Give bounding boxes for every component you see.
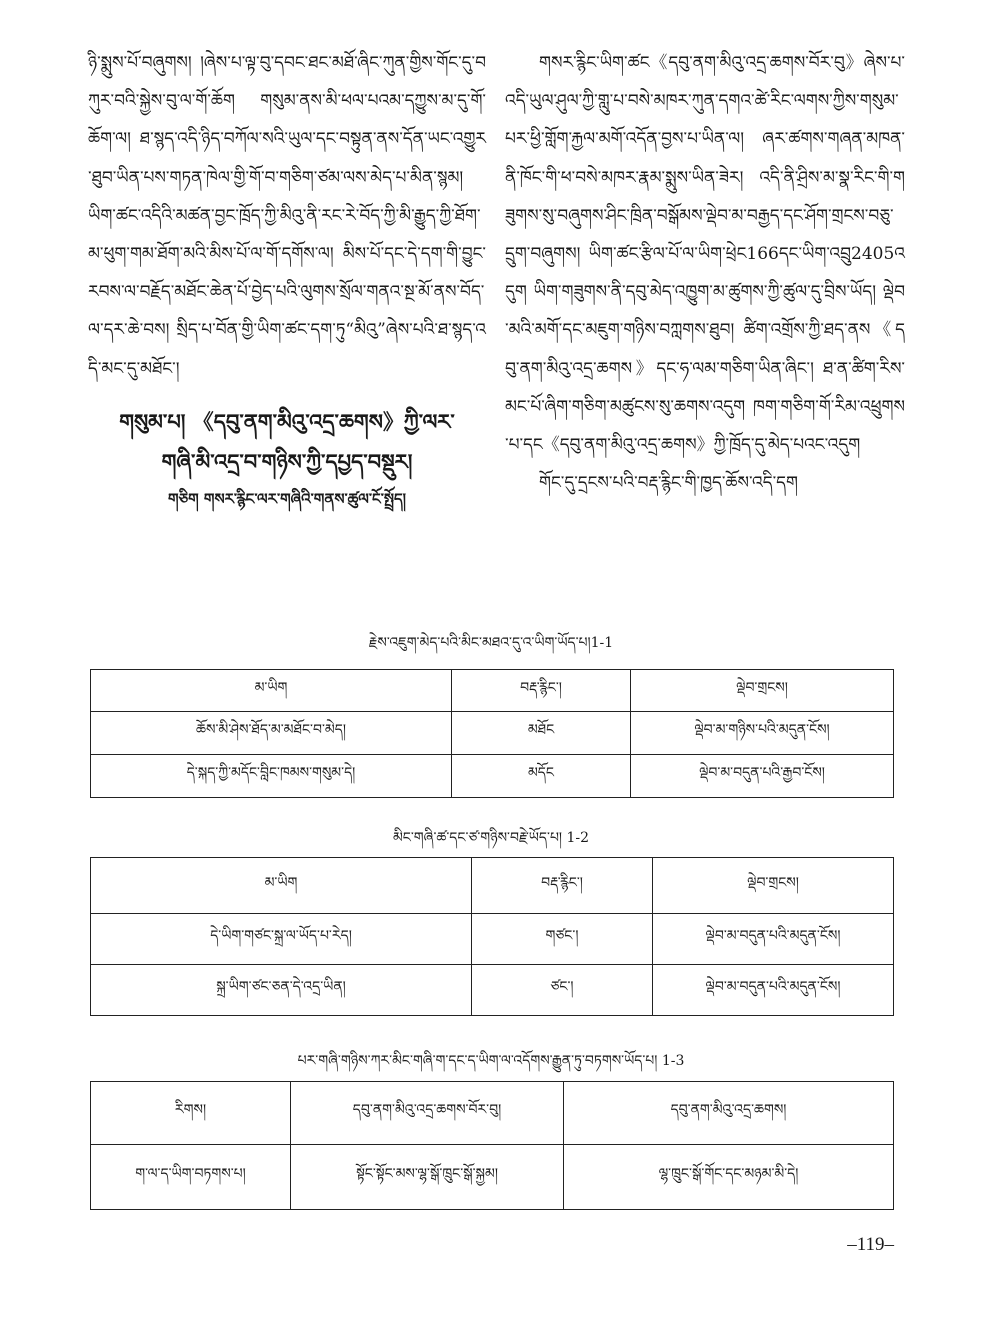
table-cell: ག་ལ་ད་ཡིག་བཏགས་པ། (91, 1145, 291, 1210)
table-header-row (91, 670, 894, 712)
table-header-cell: རིགས། (91, 1082, 291, 1145)
table-cell: གཙང་། (472, 914, 653, 965)
table-1 (90, 669, 894, 798)
table-cell: དེ་སྐད་ཀྱི་མདོང་བླིང་ཁམས་གསུམ་དེ། (91, 755, 452, 798)
right-paragraph-2: གོང་དུ་དྲངས་པའི་བརྡ་རྙིང་གི་ཁྱད་ཆོས་འདི་དག (539, 473, 798, 494)
table-header-row (91, 858, 894, 914)
table-1-caption: རྗེས་འཇུག་མེད་པའི་མིང་མཐའ་དུ་འ་ཡིག་ཡོད་པ།1-1 (368, 635, 614, 651)
table-header-cell: མ་ཡིག (91, 858, 472, 914)
table-2-caption: མིང་གཞི་ཚ་དང་ཙ་གཉིས་བརྗེ་ཡོད་པ། 1-2 (392, 830, 590, 846)
table-cell: མཐོང (452, 712, 631, 755)
page-number: –119– (847, 1234, 894, 1255)
table-header-row (91, 1082, 894, 1145)
right-paragraph-1: གསར་རྙིང་ཡིག་ཚང《དབུ་ནག་མིའུ་འདྲ་ཆགས་བོར་བུ》ཞེས་པ་འདི་ཡུལ་ཤུལ་ཀྱི་གླུ་པ་བསེ་མཁར་ཀུན་དགའ་ཚེ་རིང་ལགས་ཀྱིས་གསུམ་པར་ཕྱི་གློག་རྐྱལ་མགོ་འདོན་བྱས་པ་ཡིན་ལ། ཞར་ཚགས་གཞན་མཁན་ནི་ཁོང་གི་ཕ་བསེ་མཁར་རྣམ་སྨུས་ཡིན་ཟེར། འདི་ནི་ཤྲིས་མ་སྣ་རིང་གི་གཟུགས་སུ་བཞུགས་ཤིང་ཁྲིན་བསྒོམས་ལྡེབ་མ་བརྒྱད་དང་ཤོག་གྲངས་བཅུ་དྲུག་བཞུགས། ཡིག་ཚང་རྩིལ་པོ་ལ་ཡིག་ཕྲེང166དང་ཡིག་འབྲུ2405འདུག ཡིག་གཟུགས་ནི་དབུ་མེད་འཁྱུག་མ་ཚུགས་ཀྱི་ཚུལ་དུ་བྲིས་ཡོད། ལྡེབ་མའི་མགོ་དང་མཇུག་གཉིས་བཀླགས་ཐུབ། ཚིག་འགྲོས་ཀྱི་ཐད་ནས《དབུ་ནག་མིའུ་འདྲ་ཆགས》དང་ཧ་ལམ་གཅིག་ཡིན་ཞིང་། ཐ་ན་ཚིག་རིས་མང་པོ་ཞིག་གཅིག་མཚུངས་སུ་ཆགས་འདུག ཁག་གཅིག་གོ་རིམ་འཕྲུགས་པ་དང《དབུ་ནག་མིའུ་འདྲ་ཆགས》ཀྱི་ཁྲོད་དུ་མེད་པའང་འདུག (505, 53, 905, 456)
table-cell: ལྷ་ཁྲུང་སྒོ་གོང་དང་མཉམ་མི་དེ། (564, 1145, 894, 1210)
table-row (91, 712, 894, 755)
table-3 (90, 1081, 894, 1210)
table-cell: དེ་ཡིག་གཙང་སྐྲ་ལ་ཡོད་པ་རེད། (91, 914, 472, 965)
table-row (91, 965, 894, 1016)
table-cell: ཆོས་མི་ཤེས་ཐོད་མ་མཐོང་བ་མེད། (91, 712, 452, 755)
table-2 (90, 857, 894, 1016)
section-heading-line-1: གསུམ་པ། 《དབུ་ནག་མིའུ་འདྲ་ཆགས》ཀྱི་ལར་ (119, 408, 455, 434)
sub-heading: གཅིག གསར་རྙིང་ལར་གཞིའི་གནས་ཚུལ་ངོ་སྤྲོད། (168, 489, 406, 508)
table-cell: སྐྲ་ཡིག་ཙང་ཅན་དེ་འདྲ་ཡིན། (91, 965, 472, 1016)
left-paragraph: ཉི་སྨུས་པོ་བཞུགས། །ཞེས་པ་ལྟ་བུ་དབང་ཐང་མཐོ་ཞིང་ཀུན་གྱིས་གོང་དུ་བཀུར་བའི་སྐྱེས་བུ་ལ་གོ་ཆོག གསུམ་ནས་མི་ཕལ་པའམ་དཀྱུས་མ་དུ་གོ་ཆོག་ལ། ཐ་སྙད་འདི་ཉིད་བཀོལ་སའི་ཡུལ་དང་བསྟུན་ནས་དོན་ཡང་འགྱུར་ཐུབ་ཡིན་པས་གཏན་ཁེལ་གྱི་གོ་བ་གཅིག་ཙམ་ལས་མེད་པ་མིན་སྙམ། ཡིག་ཚང་འདིའི་མཚན་བྱང་ཁྲོད་ཀྱི་མིའུ་ནི་རང་རེ་བོད་ཀྱི་མི་རྒྱུད་ཀྱི་ཐོག་མ་ཕུག་གམ་ཐོག་མའི་མིས་པོ་ལ་གོ་དགོས་ལ། མིས་པོ་དང་དེ་དག་གི་བྱུང་རབས་ལ་བརྗོད་མཐོང་ཆེན་པོ་བྱེད་པའི་ལུགས་སྲོལ་གནའ་སྔ་མོ་ནས་བོད་ལ་དར་ཆེ་བས། སྲིད་པ་བོན་གྱི་ཡིག་ཚང་དག་ཏུ“མིའུ”ཞེས་པའི་ཐ་སྙད་འདི་མང་དུ་མཐོང་། (88, 53, 486, 379)
table-header-cell: ལྡེབ་གྲངས། (653, 858, 894, 914)
table-header-cell: བརྡ་རྙིང་། (452, 670, 631, 712)
table-header-cell: བརྡ་རྙིང་། (472, 858, 653, 914)
section-heading-line-2: གཞི་མི་འདྲ་བ་གཉིས་ཀྱི་དཔྱད་བསྡུར། (161, 448, 413, 474)
right-column (505, 44, 905, 502)
table-header-cell: དབུ་ནག་མིའུ་འདྲ་ཆགས། (564, 1082, 894, 1145)
table-cell: ཙང་། (472, 965, 653, 1016)
table-row (91, 914, 894, 965)
table-cell: ལྡེབ་མ་གཉིས་པའི་མདུན་ངོས། (631, 712, 894, 755)
table-header-cell: མ་ཡིག (91, 670, 452, 712)
table-cell: སྟོང་སྟོང་མས་ལྷ་སྒོ་ཁྲུང་སྒོ་སྐྱམ། (291, 1145, 564, 1210)
left-column (88, 44, 486, 514)
table-cell: ལྡེབ་མ་བདུན་པའི་རྒྱབ་ངོས། (631, 755, 894, 798)
table-3-caption: པར་གཞི་གཉིས་ཀར་མིང་གཞི་ག་དང་ད་ཡིག་ལ་འདོགས་རྒྱུན་ཏུ་བཏགས་ཡོད་པ། 1-3 (297, 1053, 685, 1069)
table-cell: ལྡེབ་མ་བདུན་པའི་མདུན་ངོས། (653, 914, 894, 965)
table-header-cell: དབུ་ནག་མིའུ་འདྲ་ཆགས་བོར་བུ། (291, 1082, 564, 1145)
table-cell: མདོང (452, 755, 631, 798)
table-row (91, 755, 894, 798)
table-header-cell: ལྡེབ་གྲངས། (631, 670, 894, 712)
section-heading (88, 402, 486, 482)
table-cell: ལྡེབ་མ་བདུན་པའི་མདུན་ངོས། (653, 965, 894, 1016)
table-row (91, 1145, 894, 1210)
